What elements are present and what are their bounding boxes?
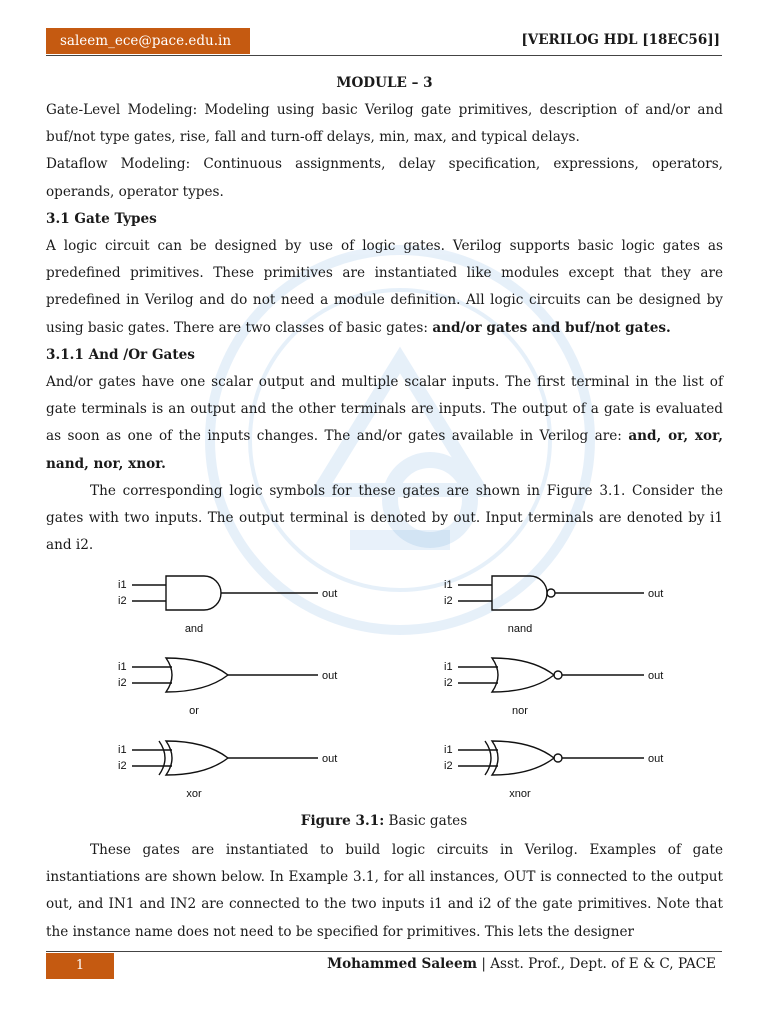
inversion-bubble: [554, 671, 562, 679]
label-i1: i1: [118, 579, 127, 591]
gate-level-label: Gate-Level Modeling:: [46, 102, 198, 118]
gate-body: [492, 741, 554, 775]
label-out: out: [648, 670, 664, 682]
gate-body: [166, 741, 228, 775]
gate-body: [492, 576, 547, 610]
section-3-1-text: A logic circuit can be designed by use of logic gates. Verilog supports basic logic gates as predefined primitives. These primitives are instantiated like modules except that they are predefined in Verilog and do not need a module definition. All logic circuits can be designed by using basic gates. There are two classes of basic gates:: [46, 238, 723, 336]
dataflow-label: Dataflow Modeling:: [46, 156, 191, 173]
label-i2: i2: [118, 595, 127, 607]
section-heading-3-1-1: 3.1.1 And /Or Gates: [46, 346, 195, 363]
footer-author: [327, 956, 716, 972]
label-i2: i2: [444, 760, 453, 772]
figure-caption: [0, 813, 768, 829]
gate-name-xnor: xnor: [509, 788, 531, 800]
xor-arc: [159, 741, 165, 775]
gate-body: [166, 658, 228, 692]
gate-or: [132, 658, 318, 692]
gate-nand: [458, 576, 644, 610]
section-3-1-1-paragraph: [46, 369, 723, 478]
gate-and: [132, 576, 318, 610]
instantiation-paragraph: [46, 837, 723, 946]
inversion-bubble: [554, 754, 562, 762]
gate-name-and: and: [184, 623, 204, 635]
figure-basic-gates: [46, 566, 723, 806]
section-3-1-paragraph: [46, 233, 723, 342]
dataflow-intro: [46, 151, 723, 205]
module-title: MODULE – 3: [336, 75, 433, 91]
gate-name-nand: nand: [507, 623, 533, 635]
gate-nor: [458, 658, 644, 692]
figure-caption-label: Figure 3.1:: [300, 813, 385, 829]
figure-intro-paragraph: The corresponding logic symbols for these gates are shown in Figure 3.1. Consider the gates with two inputs. The output terminal is denoted by out. Input terminals are denoted by i1 and i2.: [46, 482, 723, 554]
instantiation-text: These gates are instantiated to build logic circuits in Verilog. Examples of gate instantiations are shown below. In Example 3.1, for all instances, OUT is connected to the output out, and IN1 and IN2 are connected to the two inputs i1 and i2 of the gate primitives. Note that the instance name does not need to be specified for primitives. This lets the designer: [46, 842, 723, 940]
section-3-1-1-text: And/or gates have one scalar output and multiple scalar inputs. The first terminal in the list of gate terminals is an output and the other terminals are inputs. The output of a gate is evaluated as soon as one of the inputs changes. The and/or gates available in Verilog are:: [46, 374, 723, 445]
author-detail: | Asst. Prof., Dept. of E & C, PACE: [477, 956, 716, 972]
label-i2: i2: [444, 595, 453, 607]
label-out: out: [322, 753, 338, 765]
gate-name-xor: xor: [186, 788, 202, 800]
xor-arc: [485, 741, 491, 775]
gate-symbols-diagram: [46, 566, 723, 806]
header-divider: [46, 55, 722, 56]
header-email: saleem_ece@pace.edu.in: [46, 28, 250, 54]
inversion-bubble: [547, 589, 555, 597]
section-heading-3-1: 3.1 Gate Types: [46, 210, 157, 227]
gate-body: [166, 576, 221, 610]
figure-caption-text: Basic gates: [384, 813, 468, 829]
label-i1: i1: [444, 579, 453, 591]
gate-list-bold: and, or, xor, nand, nor, xnor.: [46, 428, 724, 472]
label-out: out: [648, 588, 664, 600]
gate-name-or: or: [189, 705, 199, 717]
gate-body: [492, 658, 554, 692]
dataflow-text: Continuous assignments, delay specification, expressions, operators, operands, operator types.: [46, 156, 723, 200]
label-i2: i2: [444, 677, 453, 689]
header-course-title: [VERILOG HDL [18EC56]]: [521, 32, 720, 48]
label-out: out: [648, 753, 664, 765]
label-i1: i1: [118, 661, 127, 673]
gate-xnor: [458, 741, 644, 775]
footer-divider: [46, 951, 722, 952]
label-out: out: [322, 670, 338, 682]
label-i1: i1: [444, 744, 453, 756]
gate-level-intro: [46, 97, 723, 151]
section-3-1-bold: and/or gates and buf/not gates.: [432, 319, 671, 336]
gate-xor: [132, 741, 318, 775]
label-i1: i1: [444, 661, 453, 673]
label-i2: i2: [118, 677, 127, 689]
label-i2: i2: [118, 760, 127, 772]
gate-name-nor: nor: [512, 705, 528, 717]
label-out: out: [322, 588, 338, 600]
page-content: [46, 70, 723, 559]
page-number: 1: [46, 953, 114, 979]
gate-level-text: Modeling using basic Verilog gate primitives, description of and/or and buf/not type gates, rise, fall and turn-off delays, min, max, and typical delays.: [46, 102, 723, 146]
label-i1: i1: [118, 744, 127, 756]
author-name: Mohammed Saleem: [327, 956, 477, 972]
